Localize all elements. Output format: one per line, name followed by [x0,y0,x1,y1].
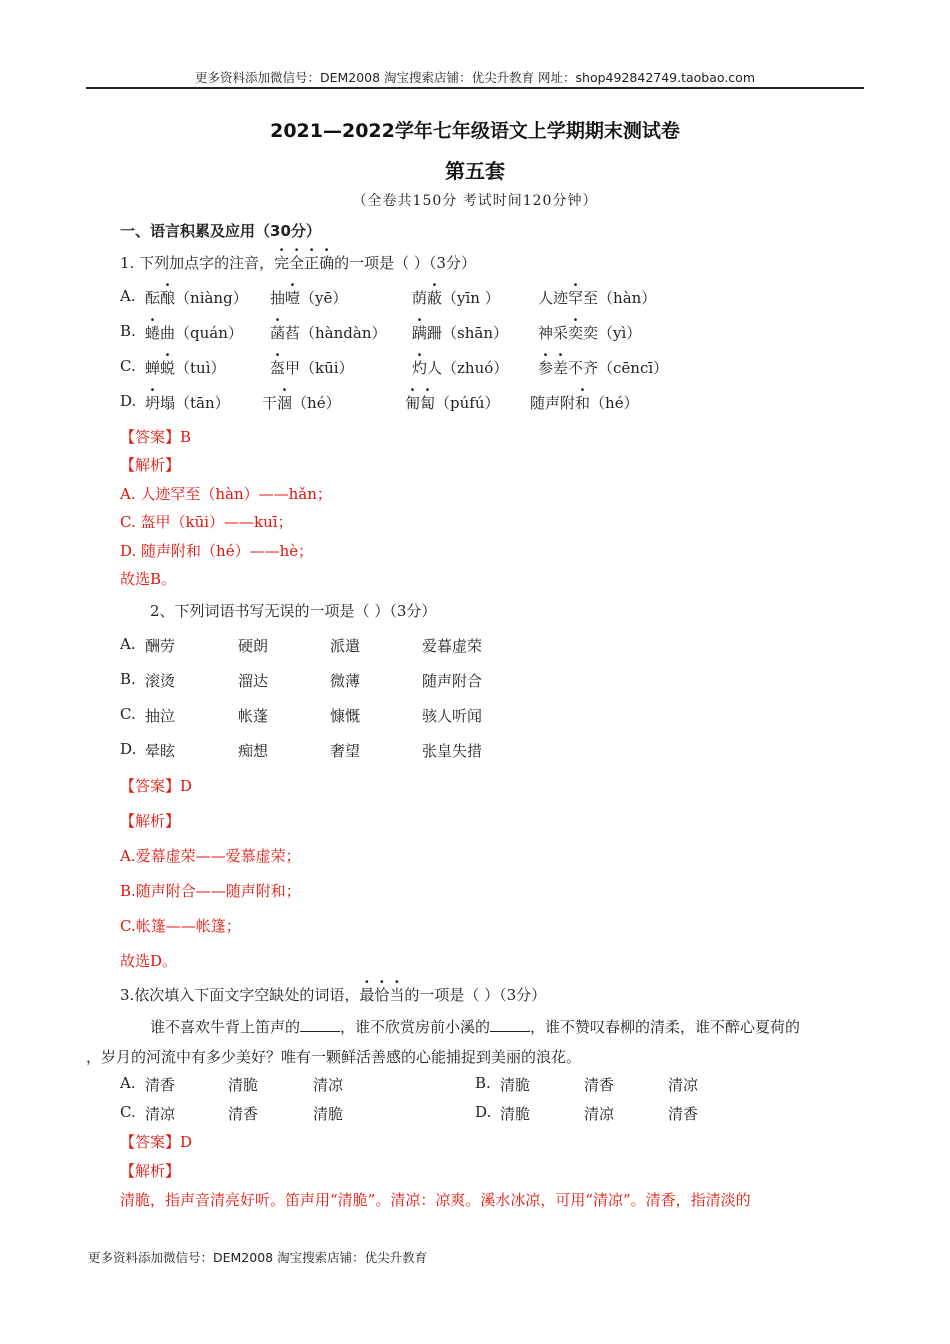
question-1-stem: 1. 下列加点字的注音，完全正确的一项是（ ）（3分） [120,254,476,272]
analysis-label: 【解析】 [120,812,181,830]
option-item: 张皇失措 [422,742,483,760]
option-item: 清脆 [228,1076,259,1094]
analysis-line: C.帐篷——帐篷； [120,917,241,935]
analysis-line: A. 人迹罕至（hàn）——hǎn； [120,485,332,503]
blank-2 [490,1018,530,1032]
option-item: 慷慨 [330,707,361,725]
header-rule [86,87,864,89]
question-3-passage-cont: ，岁月的河流中有多少美好？唯有一颗鲜活善感的心能捕捉到美丽的浪花。 [86,1048,582,1066]
exam-note: （全卷共150分 考试时间120分钟） [352,193,598,209]
option-label: A. [120,1074,136,1092]
analysis-line: B.随声附合——随声附和； [120,882,301,900]
option-label: B. [120,322,136,340]
analysis-line: 清脆，指声音清亮好听。笛声用“清脆”。清凉：凉爽。溪水冰凉，可用“清凉”。清香，指清淡的 [120,1191,751,1209]
analysis-label: 【解析】 [120,456,181,474]
option-label: A. [120,287,136,305]
option-item: 清脆 [500,1076,531,1094]
option-item: 参差不齐（cēncī） [538,359,669,377]
option-item: 滚烫 [145,672,176,690]
option-item: 晕眩 [145,742,176,760]
option-item: 骇人听闻 [422,707,483,725]
option-item: 荫蔽（yīn ） [412,289,500,307]
analysis-line: C. 盔甲（kūi）——kuī； [120,513,293,531]
page-header: 更多资料添加微信号：DEM2008 淘宝搜索店铺：优尖升教育 网址：shop492842749.taobao.com [194,70,756,85]
exam-title: 2021—2022学年七年级语文上学期期末测试卷 [270,120,680,142]
option-item: 蝉蜕（tuì） [145,359,226,377]
answer-label: 【答案】B [120,428,192,446]
option-item: 清凉 [313,1076,344,1094]
analysis-label: 【解析】 [120,1162,181,1180]
dotted-emphasis: 最恰当 [359,986,405,1004]
option-item: 硬朗 [238,637,269,655]
option-item: 干涸（hé） [262,394,341,412]
option-item: 微薄 [330,672,361,690]
analysis-conclusion: 故选D。 [120,952,178,970]
option-item: 清香 [668,1105,699,1123]
option-item: 派遣 [330,637,361,655]
analysis-line: D. 随声附和（hé）——hè； [120,542,314,560]
option-item: 菡萏（hàndàn） [270,324,387,342]
option-item: 奢望 [330,742,361,760]
option-item: 帐蓬 [238,707,269,725]
option-item: 清香 [584,1076,615,1094]
option-item: 随声附和（hé） [530,394,639,412]
option-item: 随声附合 [422,672,483,690]
option-item: 抽泣 [145,707,176,725]
option-item: 蹒跚（shān） [412,324,508,342]
option-item: 清脆 [313,1105,344,1123]
option-label: A. [120,635,136,653]
option-label: C. [120,705,136,723]
analysis-conclusion: 故选B。 [120,570,177,588]
question-2-stem: 2、下列词语书写无误的一项是（ ）（3分） [150,602,437,620]
option-item: 匍匐（púfú） [405,394,500,412]
question-3-passage: 谁不喜欢牛背上笛声的 ，谁不欣赏房前小溪的 ，谁不赞叹春柳的清柔，谁不醉心夏荷的 [150,1018,801,1036]
option-item: 清脆 [500,1105,531,1123]
option-item: 痴想 [238,742,269,760]
answer-label: 【答案】D [120,777,193,795]
option-item: 盔甲（kūi） [270,359,354,377]
analysis-line: A.爱幕虚荣——爱慕虚荣； [120,847,301,865]
option-label: D. [120,392,137,410]
option-item: 清凉 [145,1105,176,1123]
dotted-emphasis: 完全正确 [274,254,335,272]
option-label: D. [120,740,137,758]
option-item: 清凉 [584,1105,615,1123]
answer-label: 【答案】D [120,1133,193,1151]
option-item: 坍塌（tān） [145,394,230,412]
option-label: C. [120,357,136,375]
option-label: B. [475,1074,491,1092]
option-item: 清凉 [668,1076,699,1094]
option-item: 爱暮虚荣 [422,637,483,655]
option-label: B. [120,670,136,688]
option-item: 神采奕奕（yì） [538,324,642,342]
option-item: 清香 [145,1076,176,1094]
option-item: 蜷曲（quán） [145,324,243,342]
option-item: 溜达 [238,672,269,690]
option-label: D. [475,1103,492,1121]
option-item: 酝酿（niàng） [145,289,248,307]
page-footer: 更多资料添加微信号：DEM2008 淘宝搜索店铺：优尖升教育 [88,1250,428,1265]
option-label: C. [120,1103,136,1121]
option-item: 酬劳 [145,637,176,655]
option-item: 人迹罕至（hàn） [538,289,657,307]
option-item: 清香 [228,1105,259,1123]
question-3-stem: 3.依次填入下面文字空缺处的词语，最恰当的一项是（ ）（3分） [120,986,547,1004]
exam-subtitle: 第五套 [445,159,505,183]
option-item: 灼人（zhuó） [412,359,509,377]
blank-1 [300,1018,340,1032]
section-heading: 一、语言积累及应用（30分） [120,222,321,240]
option-item: 抽噎（yē） [270,289,348,307]
